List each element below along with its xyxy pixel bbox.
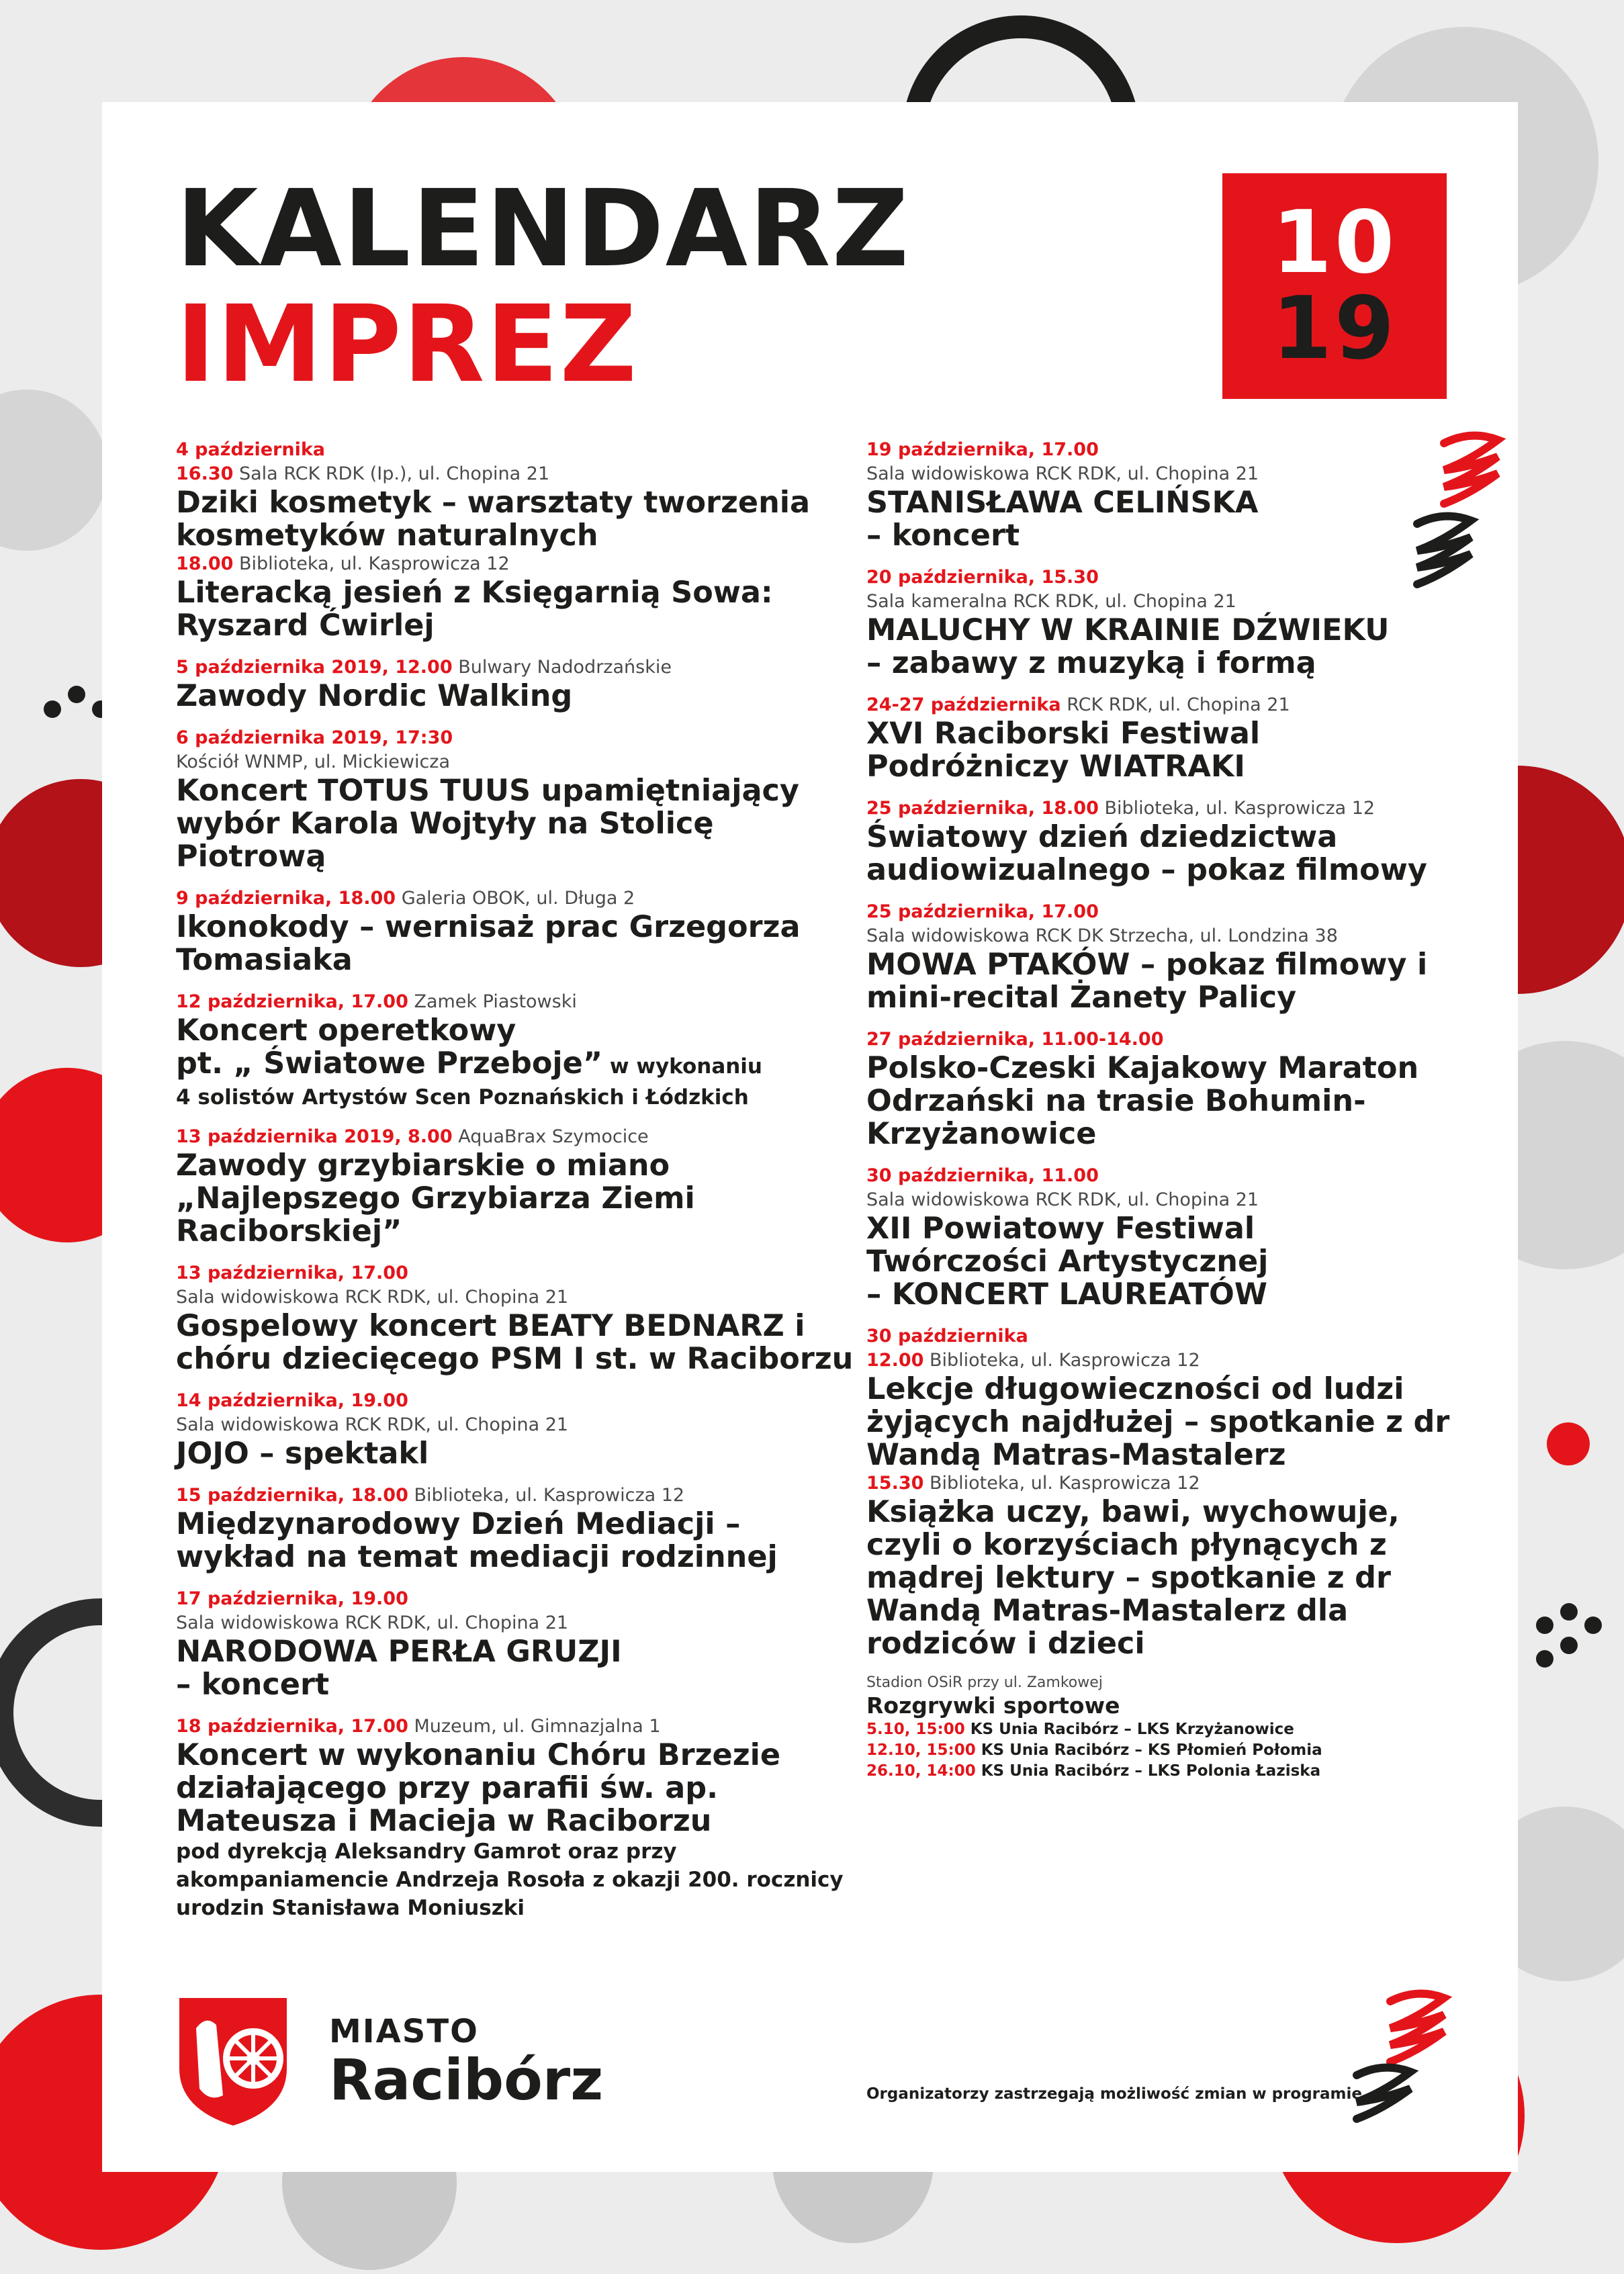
event-title: Ikonokody – wernisaż prac Grzegorza Tomasiaka (176, 910, 801, 977)
event-title: Zawody grzybiarskie o miano „Najlepszego Grzybiarza Ziemi Raciborskiej” (176, 1148, 695, 1248)
event-title-continued: – zabawy z muzyką i formą (866, 646, 1316, 680)
event-date: 9 października, 18.00 (176, 888, 396, 909)
event-place: Biblioteka, ul. Kasprowicza 12 (930, 1473, 1200, 1494)
event-time: 16.30 (176, 463, 234, 484)
event-title: STANISŁAWA CELIŃSKA (866, 486, 1259, 520)
event-place: Bulwary Nadodrzańskie (458, 657, 672, 678)
event-place: Zamek Piastowski (414, 991, 577, 1012)
event-title-continued: Podróżniczy WIATRAKI (866, 749, 1245, 784)
event-title: Literacką jesień z Księgarnią Sowa: Ryszard Ćwirlej (176, 576, 773, 643)
event-time: 18.00 (176, 553, 234, 574)
month-number: 10 (1271, 193, 1398, 293)
event-title: JOJO – spektakl (176, 1437, 429, 1471)
event-title: XII Powiatowy Festiwal (866, 1212, 1255, 1246)
event-date: 12 października, 17.00 (176, 991, 408, 1012)
city-label: MIASTO (329, 2013, 479, 2050)
event-date: 27 października, 11.00-14.00 (866, 1029, 1164, 1050)
match-teams: KS Unia Racibórz – LKS Polonia Łaziska (981, 1762, 1321, 1780)
event-title: Książka uczy, bawi, wychowuje, czyli o korzyściach płynących z mądrej lektury – spotkanie z dr Wandą Matras-Mastalerz dla rodziców i dzieci (866, 1495, 1400, 1661)
event-title-continued: pt. „ Światowe Przeboje” (176, 1046, 603, 1081)
sports-title: Rozgrywki sportowe (866, 1692, 1120, 1719)
event-place: Sala widowiskowa RCK RDK, ul. Chopina 21 (866, 463, 1259, 484)
event-date: 6 października 2019, 17:30 (176, 727, 453, 748)
event-date: 4 października (176, 439, 326, 460)
event-title: Polsko-Czeski Kajakowy Maraton Odrzański na trasie Bohumin-Krzyżanowice (866, 1051, 1419, 1151)
event-performer-intro: w wykonaniu (602, 1054, 762, 1079)
event-title: XVI Raciborski Festiwal (866, 717, 1261, 751)
sports-venue: Stadion OSiR przy ul. Zamkowej (866, 1674, 1103, 1691)
event-title: Gospelowy koncert BEATY BEDNARZ i chóru dziecięcego PSM I st. w Raciborzu (176, 1309, 854, 1376)
event-place: Sala RCK RDK (Ip.), ul. Chopina 21 (239, 463, 550, 484)
event-title: Dziki kosmetyk – warsztaty tworzenia kosmetyków naturalnych (176, 486, 811, 553)
event-title-continued: – koncert (866, 518, 1020, 553)
title-line-1: KALENDARZ (176, 167, 911, 291)
event-time: 12.00 (866, 1350, 924, 1371)
event-date: 20 października, 15.30 (866, 567, 1099, 588)
year-number: 19 (1271, 279, 1398, 379)
disclaimer: Organizatorzy zastrzegają możliwość zmian w programie (866, 2085, 1362, 2103)
event-date: 30 października, 11.00 (866, 1165, 1099, 1186)
event-place: Galeria OBOK, ul. Długa 2 (401, 888, 635, 909)
event-title: Koncert TOTUS TUUS upamiętniający wybór Karola Wojtyły na Stolicę Piotrową (176, 774, 799, 874)
event-title-continued: – koncert (176, 1668, 330, 1702)
event-title-continued: Twórczości Artystycznej (866, 1244, 1269, 1279)
event-place: Biblioteka, ul. Kasprowicza 12 (239, 553, 510, 574)
event-title: NARODOWA PERŁA GRUZJI (176, 1635, 622, 1669)
event-place: RCK RDK, ul. Chopina 21 (1067, 694, 1290, 715)
event-place: Biblioteka, ul. Kasprowicza 12 (1104, 798, 1375, 819)
event-title: Koncert operetkowy (176, 1013, 516, 1048)
event-place: Sala kameralna RCK RDK, ul. Chopina 21 (866, 591, 1236, 612)
event-date: 19 października, 17.00 (866, 439, 1099, 460)
event-title-continued: – KONCERT LAUREATÓW (866, 1277, 1267, 1312)
event-date: 14 października, 19.00 (176, 1390, 408, 1411)
event-title: Światowy dzień dziedzictwa audiowizualnego – pokaz filmowy (866, 820, 1427, 887)
event-date: 18 października, 17.00 (176, 1716, 408, 1737)
title-line-2: IMPREZ (176, 283, 638, 406)
event-title: Zawody Nordic Walking (176, 679, 573, 713)
event-title: Lekcje długowieczności od ludzi żyjących najdłużej – spotkanie z dr Wandą Matras-Mastalerz (866, 1372, 1450, 1472)
event-date: 25 października, 17.00 (866, 901, 1099, 922)
event-title: Międzynarodowy Dzień Mediacji – wykład na temat mediacji rodzinnej (176, 1507, 778, 1574)
event-time: 15.30 (866, 1473, 924, 1494)
event-place: Sala widowiskowa RCK RDK, ul. Chopina 21 (176, 1287, 569, 1308)
event-date: 13 października, 17.00 (176, 1263, 408, 1283)
event-place: Sala widowiskowa RCK DK Strzecha, ul. Londzina 38 (866, 925, 1338, 946)
event-note: 4 solistów Artystów Scen Poznańskich i Łódzkich (176, 1085, 749, 1109)
event-date: 25 października, 18.00 (866, 798, 1099, 819)
event-place: Sala widowiskowa RCK RDK, ul. Chopina 21 (176, 1414, 569, 1435)
event-date: 15 października, 18.00 (176, 1485, 408, 1506)
event-title: MALUCHY W KRAINIE DŹWIEKU (866, 613, 1390, 647)
event-place: Biblioteka, ul. Kasprowicza 12 (930, 1350, 1200, 1371)
event-place: Kościół WNMP, ul. Mickiewicza (176, 752, 451, 772)
city-name: Racibórz (329, 2047, 604, 2113)
event-date: 24-27 października (866, 694, 1061, 715)
event-place: Biblioteka, ul. Kasprowicza 12 (414, 1485, 685, 1506)
match-teams: KS Unia Racibórz – KS Płomień Połomia (981, 1741, 1322, 1759)
event-place: AquaBrax Szymocice (458, 1126, 649, 1147)
event-place: Muzeum, ul. Gimnazjalna 1 (414, 1716, 661, 1737)
match-date: 5.10, 15:00 (866, 1721, 965, 1738)
match-date: 12.10, 15:00 (866, 1741, 976, 1759)
event-date: 30 października (866, 1326, 1028, 1347)
event-date: 13 października 2019, 8.00 (176, 1126, 453, 1147)
event-note: pod dyrekcją Aleksandry Gamrot oraz przy akompaniamencie Andrzeja Rosoła z okazji 200. rocznicy urodzin Stanisława Moniuszki (176, 1839, 844, 1920)
event-date: 17 października, 19.00 (176, 1588, 408, 1609)
match-date: 26.10, 14:00 (866, 1762, 976, 1780)
event-place: Sala widowiskowa RCK RDK, ul. Chopina 21 (176, 1612, 569, 1633)
match-teams: KS Unia Racibórz – LKS Krzyżanowice (970, 1721, 1294, 1738)
event-title: MOWA PTAKÓW – pokaz filmowy i mini-recital Żanety Palicy (866, 948, 1428, 1015)
event-title: Koncert w wykonaniu Chóru Brzezie działającego przy parafii św. ap. Mateusza i Macieja w Raciborzu (176, 1738, 781, 1838)
event-date: 5 października 2019, 12.00 (176, 657, 453, 678)
event-place: Sala widowiskowa RCK RDK, ul. Chopina 21 (866, 1189, 1259, 1210)
